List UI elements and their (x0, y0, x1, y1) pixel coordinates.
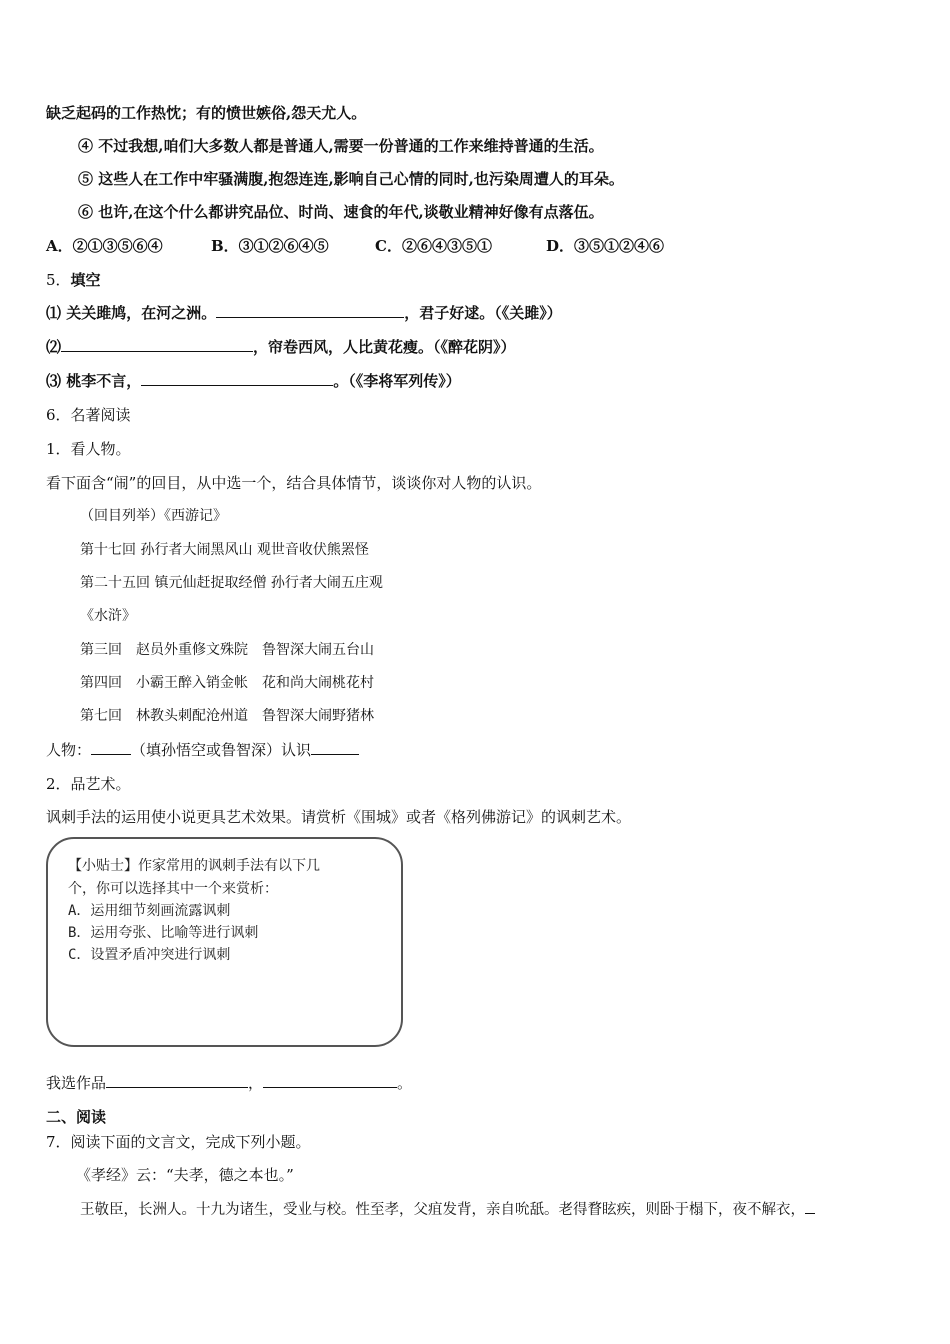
q5-item-2 (46, 337, 516, 357)
q6-answer-hint: （填孙悟空或鲁智深）认识 (131, 741, 312, 759)
q5-item-3-post: 。（《李将军列传》） (333, 372, 461, 390)
q6-part1-prompt: 看下面含“闹”的回目，从中选一个，结合具体情节，谈谈你对人物的认识。 (46, 474, 542, 492)
q6-shuihu-7: 第七回 林教头刺配沧州道 鲁智深大闹野猪林 (80, 708, 374, 724)
q6-work-blank[interactable] (106, 1073, 248, 1088)
q5-item-2-pre: ⑵ (46, 338, 62, 356)
q4-sentence-4: ④ 不过我想,咱们大多数人都是普通人,需要一份普通的工作来维持普通的生活。 (78, 137, 604, 155)
q6-choose-comma: ， (248, 1074, 264, 1092)
q4-continued-text: 缺乏起码的工作热忱；有的愤世嫉俗,怨天尤人。 (46, 104, 367, 122)
q6-shuihu-head: 《水浒》 (80, 608, 136, 624)
q6-choose-end: 。 (397, 1074, 413, 1092)
tip-line-5: C．设置矛盾冲突进行讽刺 (68, 947, 231, 963)
q6-shuihu-4: 第四回 小霸王醉入销金帐 花和尚大闹桃花村 (80, 675, 374, 691)
q6-choose-label: 我选作品 (46, 1074, 107, 1092)
q5-item-1-post: ，君子好逑。（《关雎》） (404, 304, 562, 322)
q7-title: 7．阅读下面的文言文，完成下列小题。 (46, 1133, 311, 1151)
q5-number: 5． (46, 271, 71, 289)
q4-option-b[interactable]: B．③①②⑥④⑤ (211, 237, 329, 255)
q4-sentence-5: ⑤ 这些人在工作中牢骚满腹,抱怨连连,影响自己心情的同时,也污染周遭人的耳朵。 (78, 170, 624, 188)
q6-understanding-blank[interactable] (311, 740, 359, 755)
q7-passage-text: 王敬臣，长洲人。十九为诸生，受业与校。性至孝，父疽发背，亲自吮舐。老得瞀眩疾，则卧于榻下，夜不解衣， (80, 1202, 805, 1218)
q4-option-c[interactable]: C．②⑥④③⑤① (375, 237, 492, 255)
q5-item-3-pre: ⑶ 桃李不言， (46, 372, 142, 390)
q6-analysis-blank[interactable] (263, 1073, 397, 1088)
q4-option-d[interactable]: D．③⑤①②④⑥ (546, 237, 665, 255)
q7-quote: 《孝经》云：“夫孝，德之本也。” (76, 1166, 294, 1184)
q5-title (46, 270, 101, 290)
q4-options (46, 236, 664, 256)
q6-choose-line (46, 1073, 412, 1093)
q6-character-blank[interactable] (91, 740, 131, 755)
q7-passage (80, 1199, 815, 1220)
q6-xiyou-25: 第二十五回 镇元仙赶捉取经僧 孙行者大闹五庄观 (80, 575, 383, 591)
q6-answer-line (46, 740, 359, 760)
q6-part1-title: 1．看人物。 (46, 440, 131, 458)
section-2-title: 二、阅读 (46, 1108, 107, 1126)
q5-item-1 (46, 303, 562, 323)
tips-box (46, 837, 403, 1047)
q6-shuihu-3: 第三回 赵员外重修文殊院 鲁智深大闹五台山 (80, 642, 374, 658)
q5-item-1-pre: ⑴ 关关雎鸠，在河之洲。 (46, 304, 217, 322)
tip-line-3: A．运用细节刻画流露讽刺 (68, 903, 231, 919)
q5-blank-1[interactable] (216, 303, 404, 318)
tip-line-1: 【小贴士】作家常用的讽刺手法有以下几 (68, 858, 320, 874)
q5-blank-3[interactable] (141, 371, 333, 386)
q6-part2-prompt: 讽刺手法的运用使小说更具艺术效果。请赏析《围城》或者《格列佛游记》的讽刺艺术。 (46, 808, 632, 826)
q5-item-3 (46, 371, 461, 391)
q7-passage-blank (805, 1199, 815, 1214)
q4-sentence-6: ⑥ 也许,在这个什么都讲究品位、时尚、速食的年代,谈敬业精神好像有点落伍。 (78, 203, 604, 221)
q5-title-text: 填空 (70, 271, 101, 289)
q6-part2-title: 2．品艺术。 (46, 775, 131, 793)
q6-title: 6．名著阅读 (46, 406, 131, 424)
tip-line-2: 个，你可以选择其中一个来赏析： (68, 881, 278, 897)
q6-list-head: （回目列举）《西游记》 (80, 508, 227, 524)
q6-xiyou-17: 第十七回 孙行者大闹黑风山 观世音收伏熊罴怪 (80, 542, 369, 558)
q5-blank-2[interactable] (61, 337, 253, 352)
q4-option-a[interactable]: A．②①③⑤⑥④ (46, 237, 163, 255)
q6-answer-label: 人物： (46, 741, 92, 759)
q5-item-2-post: ，帘卷西风，人比黄花瘦。（《醉花阴》） (253, 338, 516, 356)
tip-line-4: B．运用夸张、比喻等进行讽刺 (68, 925, 259, 941)
